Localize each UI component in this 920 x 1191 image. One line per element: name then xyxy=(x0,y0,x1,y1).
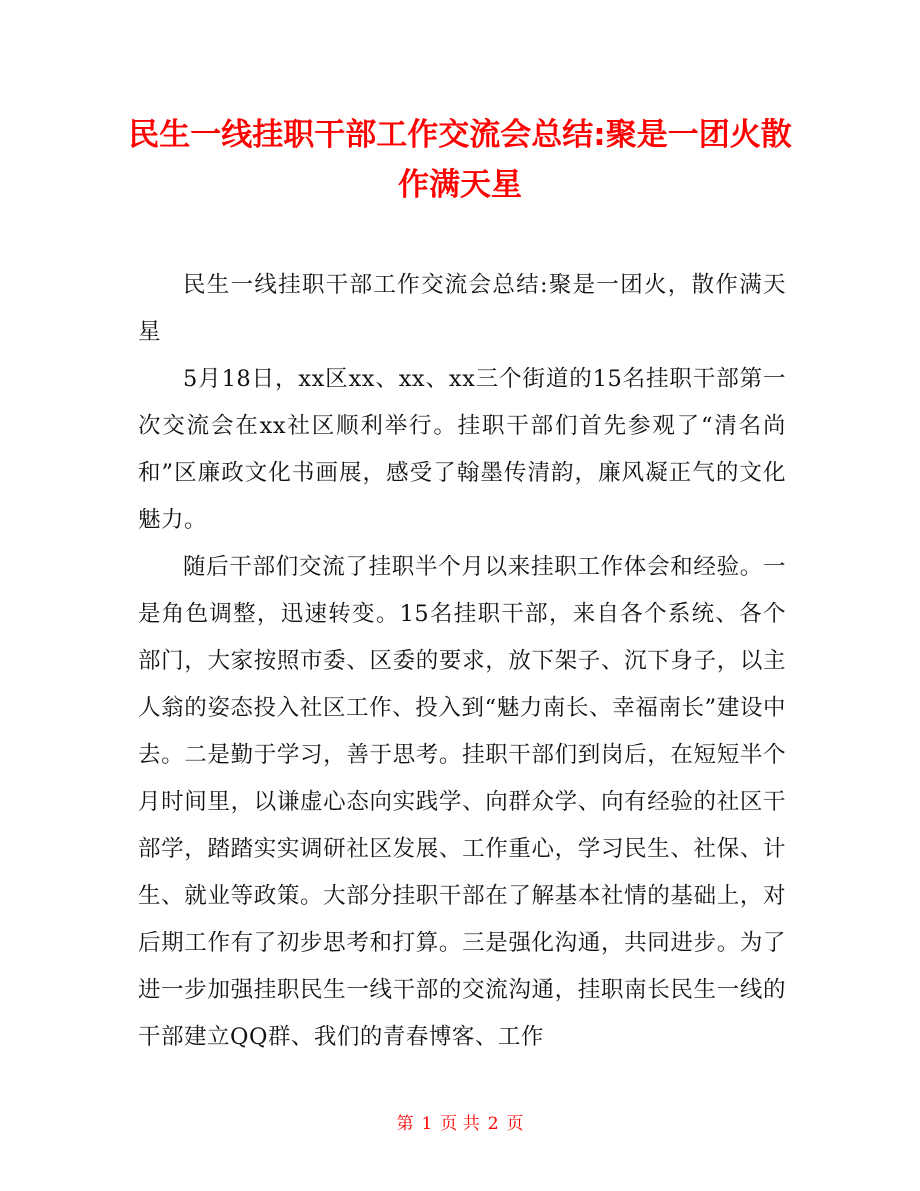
document-body xyxy=(138,262,786,1061)
paragraph-event: 5月18日，xx区xx、xx、xx三个街道的15名挂职干部第一次交流会在xx社区顺利举行。挂职干部们首先参观了“清名尚和”区廉政文化书画展，感受了翰墨传清韵，廉风凝正气的文化魅力。 xyxy=(138,366,786,533)
footer-prefix: 第 xyxy=(396,1114,414,1134)
paragraph-experience: 随后干部们交流了挂职半个月以来挂职工作体会和经验。一是角色调整，迅速转变。15名挂职干部，来自各个系统、各个部门，大家按照市委、区委的要求，放下架子、沉下身子，以主人翁的姿态投入社区工作、投入到“魅力南长、幸福南长”建设中去。二是勤于学习，善于思考。挂职干部们到岗后，在短短半个月时间里，以谦虚心态向实践学、向群众学、向有经验的社区干部学，踏踏实实调研社区发展、工作重心，学习民生、社保、计生、就业等政策。大部分挂职干部在了解基本社情的基础上，对后期工作有了初步思考和打算。三是强化沟通，共同进步。为了进一步加强挂职民生一线干部的交流沟通，挂职南长民生一线的干部建立QQ群、我们的青春博客、工作 xyxy=(138,554,786,1050)
footer-suffix: 页 xyxy=(506,1114,524,1134)
paragraph-subtitle: 民生一线挂职干部工作交流会总结:聚是一团火，散作满天星 xyxy=(138,272,786,345)
document-title: 民生一线挂职干部工作交流会总结:聚是一团火散作满天星 xyxy=(128,117,792,203)
footer-mid: 页 共 xyxy=(440,1114,480,1134)
footer-total-pages: 2 xyxy=(487,1114,499,1134)
footer-current-page: 1 xyxy=(421,1114,433,1134)
page-footer xyxy=(0,1112,920,1136)
